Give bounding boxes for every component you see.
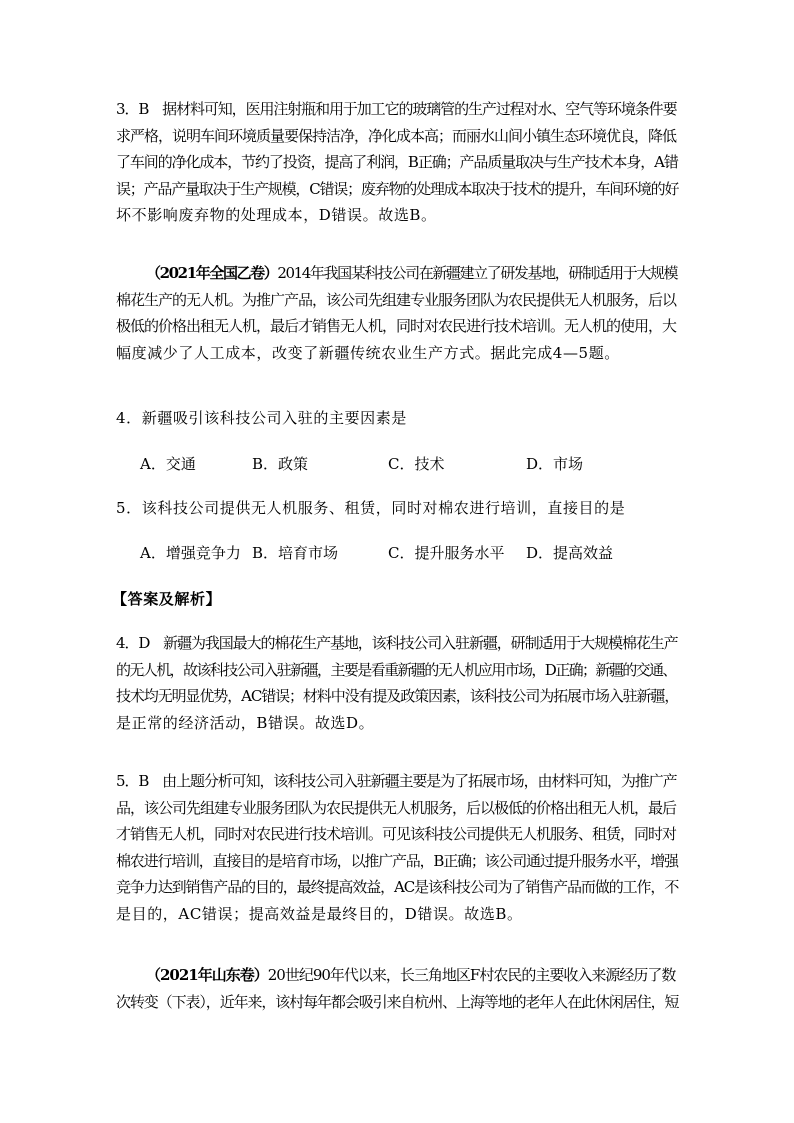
passage-2021-shandong [116, 962, 678, 1015]
passage-first-line: （2021年全国乙卷）2014年我国某科技公司在新疆建立了研发基地，研制适用于大规模 [146, 264, 678, 282]
q5-answer-line: 5．B 由上题分析可知，该科技公司入驻新疆主要是为了拓展市场，由材料可知，为推广产 [116, 772, 677, 790]
q5-answer-line: 竞争力达到销售产品的目的，最终提高效益，AC是该科技公司为了销售产品而做的工作，不 [116, 878, 679, 897]
option-a: A．增强竞争力 [140, 544, 241, 562]
q5-answer-line: 才销售无人机，同时对农民进行技术培训。可见该科技公司提供无人机服务、租赁，同时对 [116, 825, 677, 844]
passage-2021-national-b [116, 260, 678, 366]
option-a: A．交通 [140, 455, 196, 473]
question-5-stem: 5．该科技公司提供无人机服务、租赁，同时对棉农进行培训，直接目的是 [116, 499, 626, 517]
passage-line: 棉花生产的无人机。为推广产品，该公司先组建专业服务团队为农民提供无人机服务，后以 [116, 290, 677, 309]
q5-answer-paragraph [116, 768, 678, 928]
passage-source: （2021年山东卷） [146, 966, 268, 984]
passage-line: 幅度减少了人工成本，改变了新疆传统农业生产方式。据此完成4—5题。 [116, 343, 620, 362]
option-c: C．技术 [388, 455, 445, 473]
passage-first-line: （2021年山东卷）20世纪90年代以来，长三角地区F村农民的主要收入来源经历了数 [146, 966, 676, 984]
q5-answer-line: 品，该公司先组建专业服务团队为农民提供无人机服务，后以极低的价格出租无人机，最后 [116, 798, 677, 817]
q3-answer-line: 了车间的净化成本，节约了投资，提高了利润，B正确；产品质量取决与生产技术本身，A错 [116, 153, 678, 172]
option-b: B．培育市场 [252, 544, 339, 562]
q5-answer-line: 是目的，AC错误；提高效益是最终目的，D错误。故选B。 [116, 904, 523, 923]
q3-answer-paragraph [116, 96, 678, 229]
q4-answer-line: 技术均无明显优势，AC错误；材料中没有提及政策因素，该科技公司为拓展市场入驻新疆， [116, 687, 679, 706]
q3-answer-line: 3．B 据材料可知，医用注射瓶和用于加工它的玻璃管的生产过程对水、空气等环境条件要 [116, 100, 677, 118]
passage-line: 次转变（下表），近年来，该村每年都会吸引来自杭州、上海等地的老年人在此休闲居住，短 [116, 992, 679, 1011]
q4-answer-paragraph [116, 630, 678, 736]
q3-answer-line: 求严格，说明车间环境质量要保持洁净，净化成本高；而丽水山间小镇生态环境优良，降低 [116, 126, 677, 145]
option-d: D．市场 [526, 455, 584, 473]
option-b: B．政策 [252, 455, 309, 473]
q5-answer-line: 棉农进行培训，直接目的是培育市场，以推广产品，B正确；该公司通过提升服务水平，增强 [116, 851, 678, 870]
q3-answer-line: 坏不影响废弃物的处理成本，D错误。故选B。 [116, 206, 437, 225]
passage-source: （2021年全国乙卷） [146, 264, 278, 282]
q4-answer-line: 的无人机，故该科技公司入驻新疆，主要是看重新疆的无人机应用市场，D正确；新疆的交通、 [116, 660, 676, 679]
passage-line: 极低的价格出租无人机，最后才销售无人机，同时对农民进行技术培训。无人机的使用，大 [116, 317, 677, 336]
q4-answer-line: 是正常的经济活动，B错误。故选D。 [116, 713, 375, 732]
question-4-stem: 4．新疆吸引该科技公司入驻的主要因素是 [116, 409, 407, 427]
q4-answer-line: 4．D 新疆为我国最大的棉花生产基地，该科技公司入驻新疆，研制适用于大规模棉花生产 [116, 634, 678, 652]
option-c: C．提升服务水平 [388, 544, 505, 562]
option-d: D．提高效益 [526, 544, 614, 562]
q3-answer-line: 误；产品产量取决于生产规模，C错误；废弃物的处理成本取决于技术的提升，车间环境的好 [116, 179, 679, 198]
answer-heading: 【答案及解析】 [112, 590, 222, 608]
